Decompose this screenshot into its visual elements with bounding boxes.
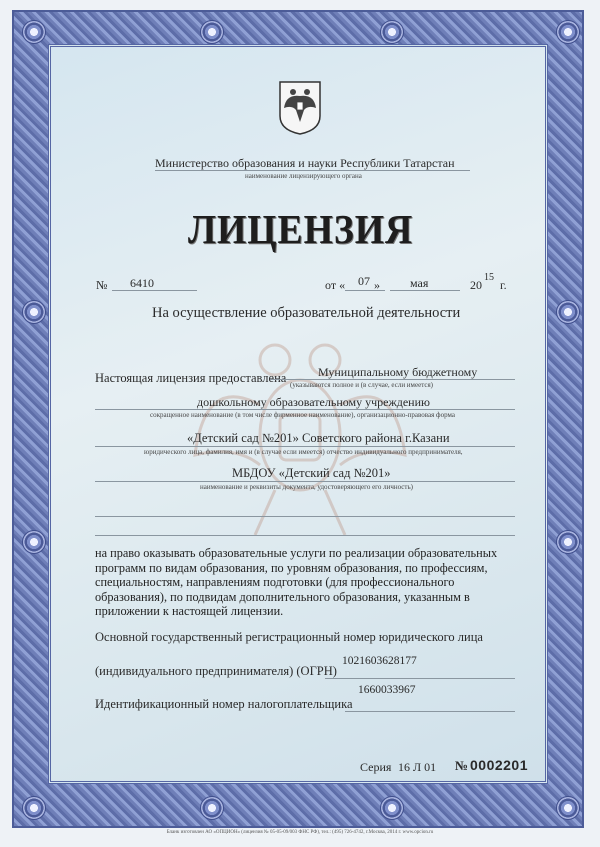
rights-text: на право оказывать образовательные услуги по реализации образовательных программ по видам образования, по уровням образования, по профессиям, специальностям, направлениям подготовки (для профессионального образования), по подвидам дополнительного образования, указанным в приложении к настоящей лицензии.	[95, 546, 498, 618]
inn-underline	[345, 711, 515, 712]
org-name-line-3: «Детский сад №201» Советского района г.Казани	[187, 431, 450, 445]
corner-rosette-icon	[556, 796, 580, 820]
bottom-rosette-icon	[200, 796, 224, 820]
side-rosette-icon	[22, 300, 46, 324]
coat-of-arms-emblem-icon	[276, 78, 324, 136]
blank-serial-number: 0002201	[470, 757, 529, 773]
side-rosette-icon	[22, 530, 46, 554]
granted-label: Настоящая лицензия предоставлена	[95, 371, 287, 385]
top-rosette-icon	[380, 20, 404, 44]
date-close-quote: »	[374, 278, 380, 292]
side-rosette-icon	[556, 300, 580, 324]
org-line-1-underline	[270, 379, 515, 380]
org-line-4-underline	[95, 481, 515, 482]
org-name-line-2: дошкольному образовательному учреждению	[197, 395, 430, 409]
corner-rosette-icon	[22, 20, 46, 44]
number-underline	[112, 290, 197, 291]
date-year-suffix: 15	[484, 272, 494, 283]
org-name-line-4: МБДОУ «Детский сад №201»	[232, 466, 391, 480]
coat-of-arms-watermark-icon	[175, 315, 425, 545]
date-month: мая	[410, 276, 429, 290]
license-number: 6410	[130, 276, 154, 290]
series-value: 16 Л 01	[398, 760, 437, 774]
blank-line	[95, 535, 515, 536]
corner-rosette-icon	[22, 796, 46, 820]
ministry-name: Министерство образования и науки Республики Татарстан	[155, 156, 455, 170]
day-underline	[345, 290, 385, 291]
ogrn-value: 1021603628177	[342, 655, 417, 667]
ministry-caption: наименование лицензирующего органа	[245, 172, 362, 180]
org-line-2-underline	[95, 409, 515, 410]
date-from-label: от «	[325, 278, 346, 292]
printer-imprint: Бланк изготовлен АО «ОПЦИОН» (лицензия № 05-05-09/003 ФНС РФ), тел.: (495) 726-4742, г.Москва, 2014 г. www.opcion.ru	[166, 830, 434, 835]
ministry-underline	[155, 170, 470, 171]
inn-label: Идентификационный номер налогоплательщика	[95, 697, 353, 711]
caption-full-name: (указываются полное и (в случае, если имеется)	[290, 381, 434, 389]
bottom-rosette-icon	[380, 796, 404, 820]
caption-legal-entity: юридического лица, фамилия, имя и (в случае если имеется) отчество индивидуального предпринимателя,	[144, 448, 463, 456]
corner-rosette-icon	[556, 20, 580, 44]
caption-short-name: сокращенное наименование (в том числе фирменное наименование), организационно-правовая форма	[150, 411, 455, 419]
blank-line	[95, 516, 515, 517]
ogrn-label-line-2: (индивидуального предпринимателя) (ОГРН)	[95, 664, 337, 678]
side-rosette-icon	[556, 530, 580, 554]
ogrn-underline	[325, 678, 515, 679]
date-year-unit: г.	[500, 278, 507, 292]
top-rosette-icon	[200, 20, 224, 44]
document-title: ЛИЦЕНЗИЯ	[188, 206, 414, 252]
date-day: 07	[358, 274, 370, 288]
license-subject: На осуществление образовательной деятельности	[152, 305, 461, 321]
series-label: Серия	[360, 760, 392, 774]
caption-identity-document: наименование и реквизиты документа, удостоверяющего его личность)	[200, 483, 413, 491]
ogrn-label-line-1: Основной государственный регистрационный номер юридического лица	[95, 630, 483, 644]
org-name-line-1: Муниципальному бюджетному	[318, 365, 478, 379]
org-line-3-underline	[95, 446, 515, 447]
blank-number-sign: №	[455, 758, 469, 773]
date-year-prefix: 20	[470, 278, 482, 292]
inn-value: 1660033967	[358, 684, 416, 696]
month-underline	[390, 290, 460, 291]
number-sign: №	[96, 278, 108, 292]
